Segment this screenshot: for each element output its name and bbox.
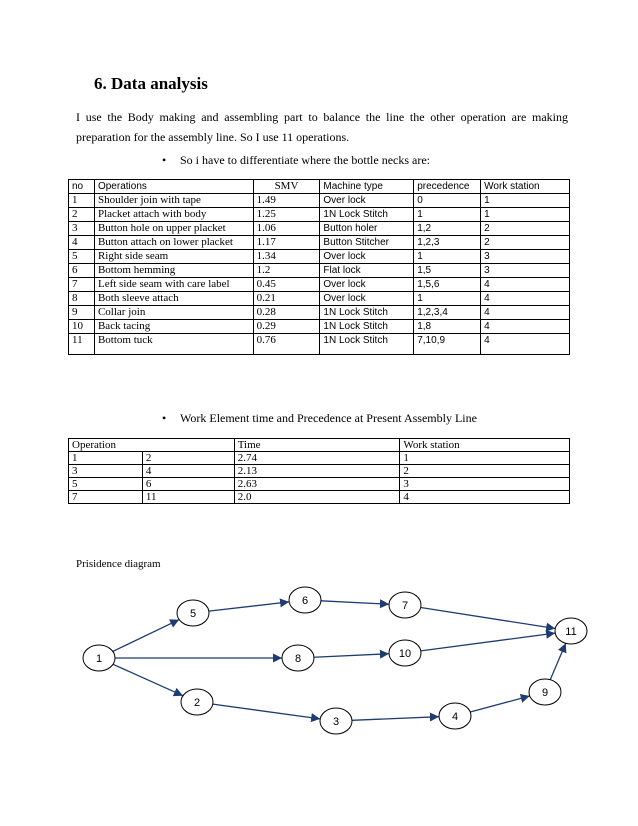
cell-precedence: 7,10,9 (414, 334, 481, 355)
section-heading: 6. Data analysis (94, 74, 208, 93)
cell-operation-a: 1 (69, 452, 143, 465)
cell-smv: 0.76 (253, 334, 320, 355)
table-row (69, 278, 570, 292)
cell-machine-type: Over lock (320, 292, 414, 306)
edge-9-11 (550, 643, 566, 679)
cell-no: 1 (69, 194, 95, 208)
table-row (69, 452, 570, 465)
cell-machine-type: Flat lock (320, 264, 414, 278)
cell-machine-type: 1N Lock Stitch (320, 306, 414, 320)
cell-operation: Button hole on upper placket (94, 222, 253, 236)
cell-operation: Button attach on lower placket (94, 236, 253, 250)
node-label: 8 (294, 653, 302, 665)
cell-precedence: 1,2 (414, 222, 481, 236)
cell-operation-a: 7 (69, 491, 143, 504)
cell-operation: Shoulder join with tape (94, 194, 253, 208)
cell-machine-type: 1N Lock Stitch (320, 334, 414, 355)
table-row (69, 465, 570, 478)
table-row (69, 250, 570, 264)
cell-time: 2.13 (234, 465, 400, 478)
cell-operation: Left side seam with care label (94, 278, 253, 292)
cell-operation-b: 4 (142, 465, 234, 478)
precedence-diagram (0, 570, 638, 770)
diagram-title: Prisidence diagram (76, 558, 161, 570)
edge-6-7 (321, 601, 389, 604)
cell-operation: Back tacing (94, 320, 253, 334)
edge-4-9 (470, 696, 530, 712)
cell-operation: Bottom tuck (94, 334, 253, 355)
cell-time: 2.74 (234, 452, 400, 465)
cell-operation-b: 2 (142, 452, 234, 465)
cell-precedence: 1,2,3 (414, 236, 481, 250)
node-label: 1 (95, 653, 103, 665)
table-header-row (69, 439, 570, 452)
cell-operation: Placket attach with body (94, 208, 253, 222)
edge-2-3 (213, 704, 320, 719)
node-label: 9 (541, 687, 549, 699)
cell-work-station: 4 (481, 334, 570, 355)
cell-smv: 0.45 (253, 278, 320, 292)
operations-table (68, 179, 570, 355)
bullet-dot-icon: • (162, 411, 167, 425)
cell-no: 3 (69, 222, 95, 236)
cell-operation: Both sleeve attach (94, 292, 253, 306)
node-10 (389, 640, 421, 666)
edge-3-4 (352, 717, 439, 721)
edge-7-11 (421, 607, 556, 628)
header-machine-type: Machine type (320, 180, 414, 194)
cell-smv: 0.29 (253, 320, 320, 334)
cell-smv: 1.25 (253, 208, 320, 222)
cell-no: 11 (69, 334, 95, 355)
cell-no: 8 (69, 292, 95, 306)
cell-work-station: 3 (481, 250, 570, 264)
node-3 (320, 708, 352, 734)
cell-operation-b: 11 (142, 491, 234, 504)
cell-operation: Right side seam (94, 250, 253, 264)
cell-precedence: 1 (414, 250, 481, 264)
node-7 (389, 592, 421, 618)
header-operation: Operation (69, 439, 235, 452)
cell-work-station: 4 (481, 278, 570, 292)
cell-time: 2.0 (234, 491, 400, 504)
node-label: 11 (565, 626, 577, 638)
cell-operation-a: 5 (69, 478, 143, 491)
node-6 (289, 587, 321, 613)
table-row (69, 292, 570, 306)
cell-work-station: 2 (481, 222, 570, 236)
cell-smv: 0.28 (253, 306, 320, 320)
cell-machine-type: 1N Lock Stitch (320, 208, 414, 222)
header-time: Time (234, 439, 400, 452)
table-row (69, 264, 570, 278)
work-element-table (68, 438, 570, 504)
edge-1-2 (113, 664, 183, 695)
cell-work-station: 3 (400, 478, 570, 491)
cell-no: 2 (69, 208, 95, 222)
cell-no: 10 (69, 320, 95, 334)
header-no: no (69, 180, 95, 194)
cell-operation-a: 3 (69, 465, 143, 478)
header-precedence: precedence (414, 180, 481, 194)
cell-machine-type: Over lock (320, 250, 414, 264)
node-label: 4 (451, 711, 459, 723)
cell-machine-type: Over lock (320, 194, 414, 208)
cell-work-station: 3 (481, 264, 570, 278)
table-row (69, 320, 570, 334)
cell-precedence: 1,5 (414, 264, 481, 278)
cell-work-station: 2 (400, 465, 570, 478)
cell-operation: Bottom hemming (94, 264, 253, 278)
bullet-text: So i have to differentiate where the bottle necks are: (180, 153, 431, 167)
cell-smv: 1.06 (253, 222, 320, 236)
cell-work-station: 1 (481, 194, 570, 208)
edge-10-11 (421, 633, 555, 651)
node-11 (555, 618, 587, 644)
header-work-station: Work station (481, 180, 570, 194)
cell-machine-type: Button Stitcher (320, 236, 414, 250)
table-row (69, 334, 570, 355)
node-5 (177, 600, 209, 626)
cell-work-station: 4 (481, 320, 570, 334)
header-operations: Operations (94, 180, 253, 194)
cell-no: 6 (69, 264, 95, 278)
table-row (69, 208, 570, 222)
cell-precedence: 1,5,6 (414, 278, 481, 292)
cell-precedence: 1 (414, 208, 481, 222)
table-row (69, 478, 570, 491)
cell-time: 2.63 (234, 478, 400, 491)
cell-work-station: 1 (400, 452, 570, 465)
node-label: 3 (332, 716, 340, 728)
cell-no: 5 (69, 250, 95, 264)
node-8 (282, 645, 314, 671)
cell-smv: 1.49 (253, 194, 320, 208)
table-row (69, 306, 570, 320)
cell-no: 7 (69, 278, 95, 292)
node-4 (439, 703, 471, 729)
table-row (69, 236, 570, 250)
node-1 (83, 645, 115, 671)
cell-work-station: 1 (481, 208, 570, 222)
table-row (69, 491, 570, 504)
table-row (69, 222, 570, 236)
cell-smv: 1.17 (253, 236, 320, 250)
bullet-dot-icon: • (162, 153, 167, 167)
node-label: 6 (301, 595, 309, 607)
edge-8-10 (314, 654, 389, 658)
cell-precedence: 1,8 (414, 320, 481, 334)
cell-no: 4 (69, 236, 95, 250)
cell-no: 9 (69, 306, 95, 320)
intro-paragraph: I use the Body making and assembling part to balance the line the other operation are making preparation for the assembly line. So I use 11 operations. (76, 110, 568, 144)
header-work-station: Work station (400, 439, 570, 452)
cell-machine-type: 1N Lock Stitch (320, 320, 414, 334)
table-row (69, 194, 570, 208)
node-label: 2 (193, 697, 201, 709)
bullet-text: Work Element time and Precedence at Present Assembly Line (180, 411, 477, 425)
cell-machine-type: Button holer (320, 222, 414, 236)
table-header-row (69, 180, 570, 194)
node-9 (529, 679, 561, 705)
cell-work-station: 4 (481, 292, 570, 306)
edge-1-5 (113, 620, 179, 652)
cell-operation-b: 6 (142, 478, 234, 491)
cell-precedence: 0 (414, 194, 481, 208)
cell-machine-type: Over lock (320, 278, 414, 292)
edge-5-6 (209, 602, 289, 611)
cell-smv: 0.21 (253, 292, 320, 306)
cell-smv: 1.2 (253, 264, 320, 278)
node-label: 10 (398, 648, 412, 660)
header-smv: SMV (253, 180, 320, 194)
node-label: 5 (189, 608, 197, 620)
node-2 (181, 689, 213, 715)
cell-precedence: 1 (414, 292, 481, 306)
cell-work-station: 4 (400, 491, 570, 504)
cell-operation: Collar join (94, 306, 253, 320)
node-label: 7 (401, 600, 409, 612)
cell-work-station: 4 (481, 306, 570, 320)
cell-work-station: 2 (481, 236, 570, 250)
cell-smv: 1.34 (253, 250, 320, 264)
cell-precedence: 1,2,3,4 (414, 306, 481, 320)
